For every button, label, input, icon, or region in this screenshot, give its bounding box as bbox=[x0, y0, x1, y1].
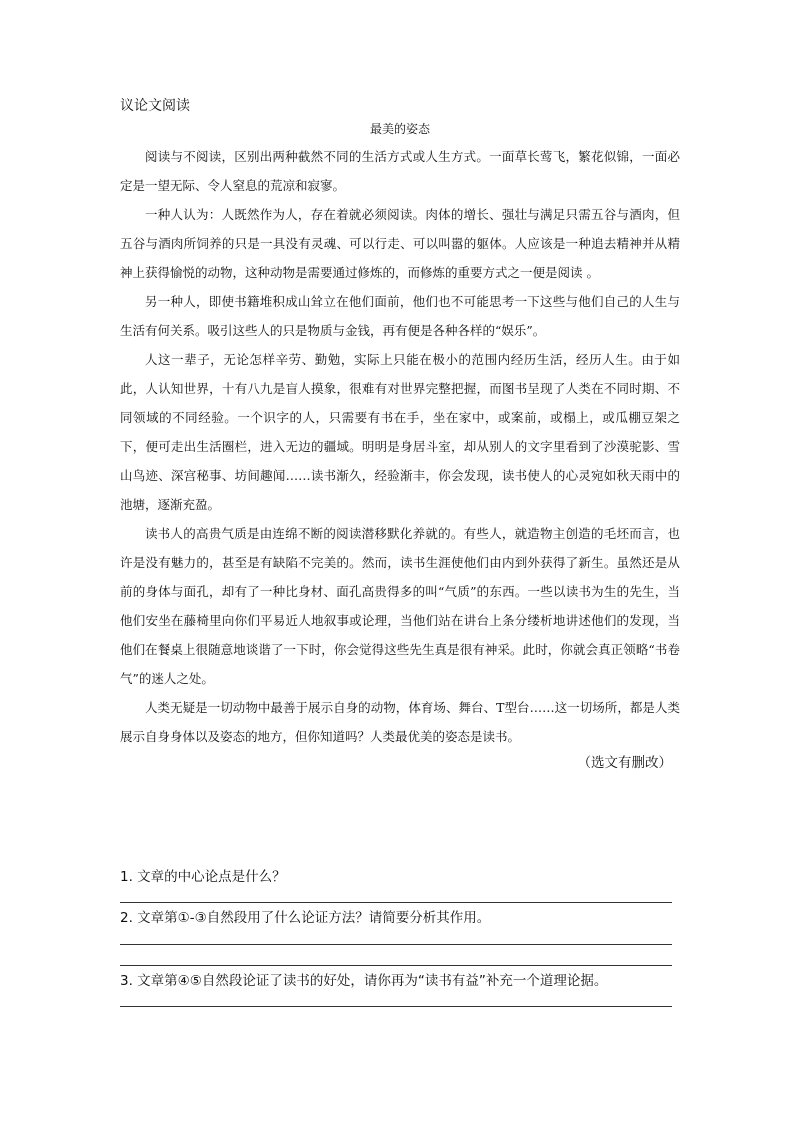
question-2: 2. 文章第①-③自然段用了什么论证方法？请简要分析其作用。 bbox=[120, 910, 491, 926]
article-paragraph: 人这一辈子，无论怎样辛劳、勤勉，实际上只能在极小的范围内经历生活，经历人生。由于如此，人认知世界，十有八九是盲人摸象，很难有对世界完整把握，而图书呈现了人类在不同时期、不同领域的不同经验。一个识字的人，只需要有书在手，坐在家中，或案前，或榻上，或瓜棚豆架之下，便可走出生活圈栏，进入无边的疆域。明明是身居斗室，却从别人的文字里看到了沙漠驼影、雪山鸟迹、深宫秘事、坊间趣闻……读书渐久，经验渐丰，你会发现，读书使人的心灵宛如秋天雨中的池塘，逐渐充盈。 bbox=[120, 352, 680, 512]
article-paragraph: 阅读与不阅读，区别出两种截然不同的生活方式或人生方式。一面草长莺飞，繁花似锦，一面必定是一望无际、令人窒息的荒凉和寂寥。 bbox=[120, 149, 680, 193]
answer-line[interactable] bbox=[120, 902, 672, 903]
article-source-note: （选文有删改） bbox=[577, 755, 672, 771]
answer-line[interactable] bbox=[120, 944, 672, 945]
answer-line[interactable] bbox=[120, 1006, 672, 1007]
article-paragraph: 人类无疑是一切动物中最善于展示自身的动物，体育场、舞台、T型台……这一切场所，都是人类展示自身身体以及姿态的地方，但你知道吗？人类最优美的姿态是读书。 bbox=[120, 700, 680, 744]
article-paragraph: 另一种人，即使书籍堆积成山耸立在他们面前，他们也不可能思考一下这些与他们自己的人生与生活有何关系。吸引这些人的只是物质与金钱，再有便是各种各样的“娱乐”。 bbox=[120, 294, 680, 338]
question-3: 3. 文章第④⑤自然段论证了读书的好处，请你再为“读书有益”补充一个道理论据。 bbox=[120, 973, 608, 989]
article-body bbox=[120, 142, 680, 751]
answer-line[interactable] bbox=[120, 965, 672, 966]
question-1: 1. 文章的中心论点是什么？ bbox=[120, 869, 286, 885]
article-paragraph: 读书人的高贵气质是由连绵不断的阅读潜移默化养就的。有些人，就造物主创造的毛坯而言，也许是没有魅力的，甚至是有缺陷不完美的。然而，读书生涯使他们由内到外获得了新生。虽然还是从前的身体与面孔，却有了一种比身材、面孔高贵得多的叫“气质”的东西。一些以读书为生的先生，当他们安坐在藤椅里向你们平易近人地叙事或论理，当他们站在讲台上条分缕析地讲述他们的发现，当他们在餐桌上很随意地谈谐了一下时，你会觉得这些先生真是很有神采。此时，你就会真正领略“书卷气”的迷人之处。 bbox=[120, 526, 680, 686]
section-label: 议论文阅读 bbox=[120, 98, 190, 114]
worksheet-page bbox=[120, 96, 680, 775]
article-paragraph: 一种人认为：人既然作为人，存在着就必须阅读。肉体的增长、强壮与满足只需五谷与酒肉，但五谷与酒肉所饲养的只是一具没有灵魂、可以行走、可以叫嚣的躯体。人应该是一种追去精神并从精神上获得愉悦的动物，这种动物是需要通过修炼的，而修炼的重要方式之一便是阅读 。 bbox=[120, 207, 680, 280]
article-title: 最美的姿态 bbox=[369, 122, 430, 136]
